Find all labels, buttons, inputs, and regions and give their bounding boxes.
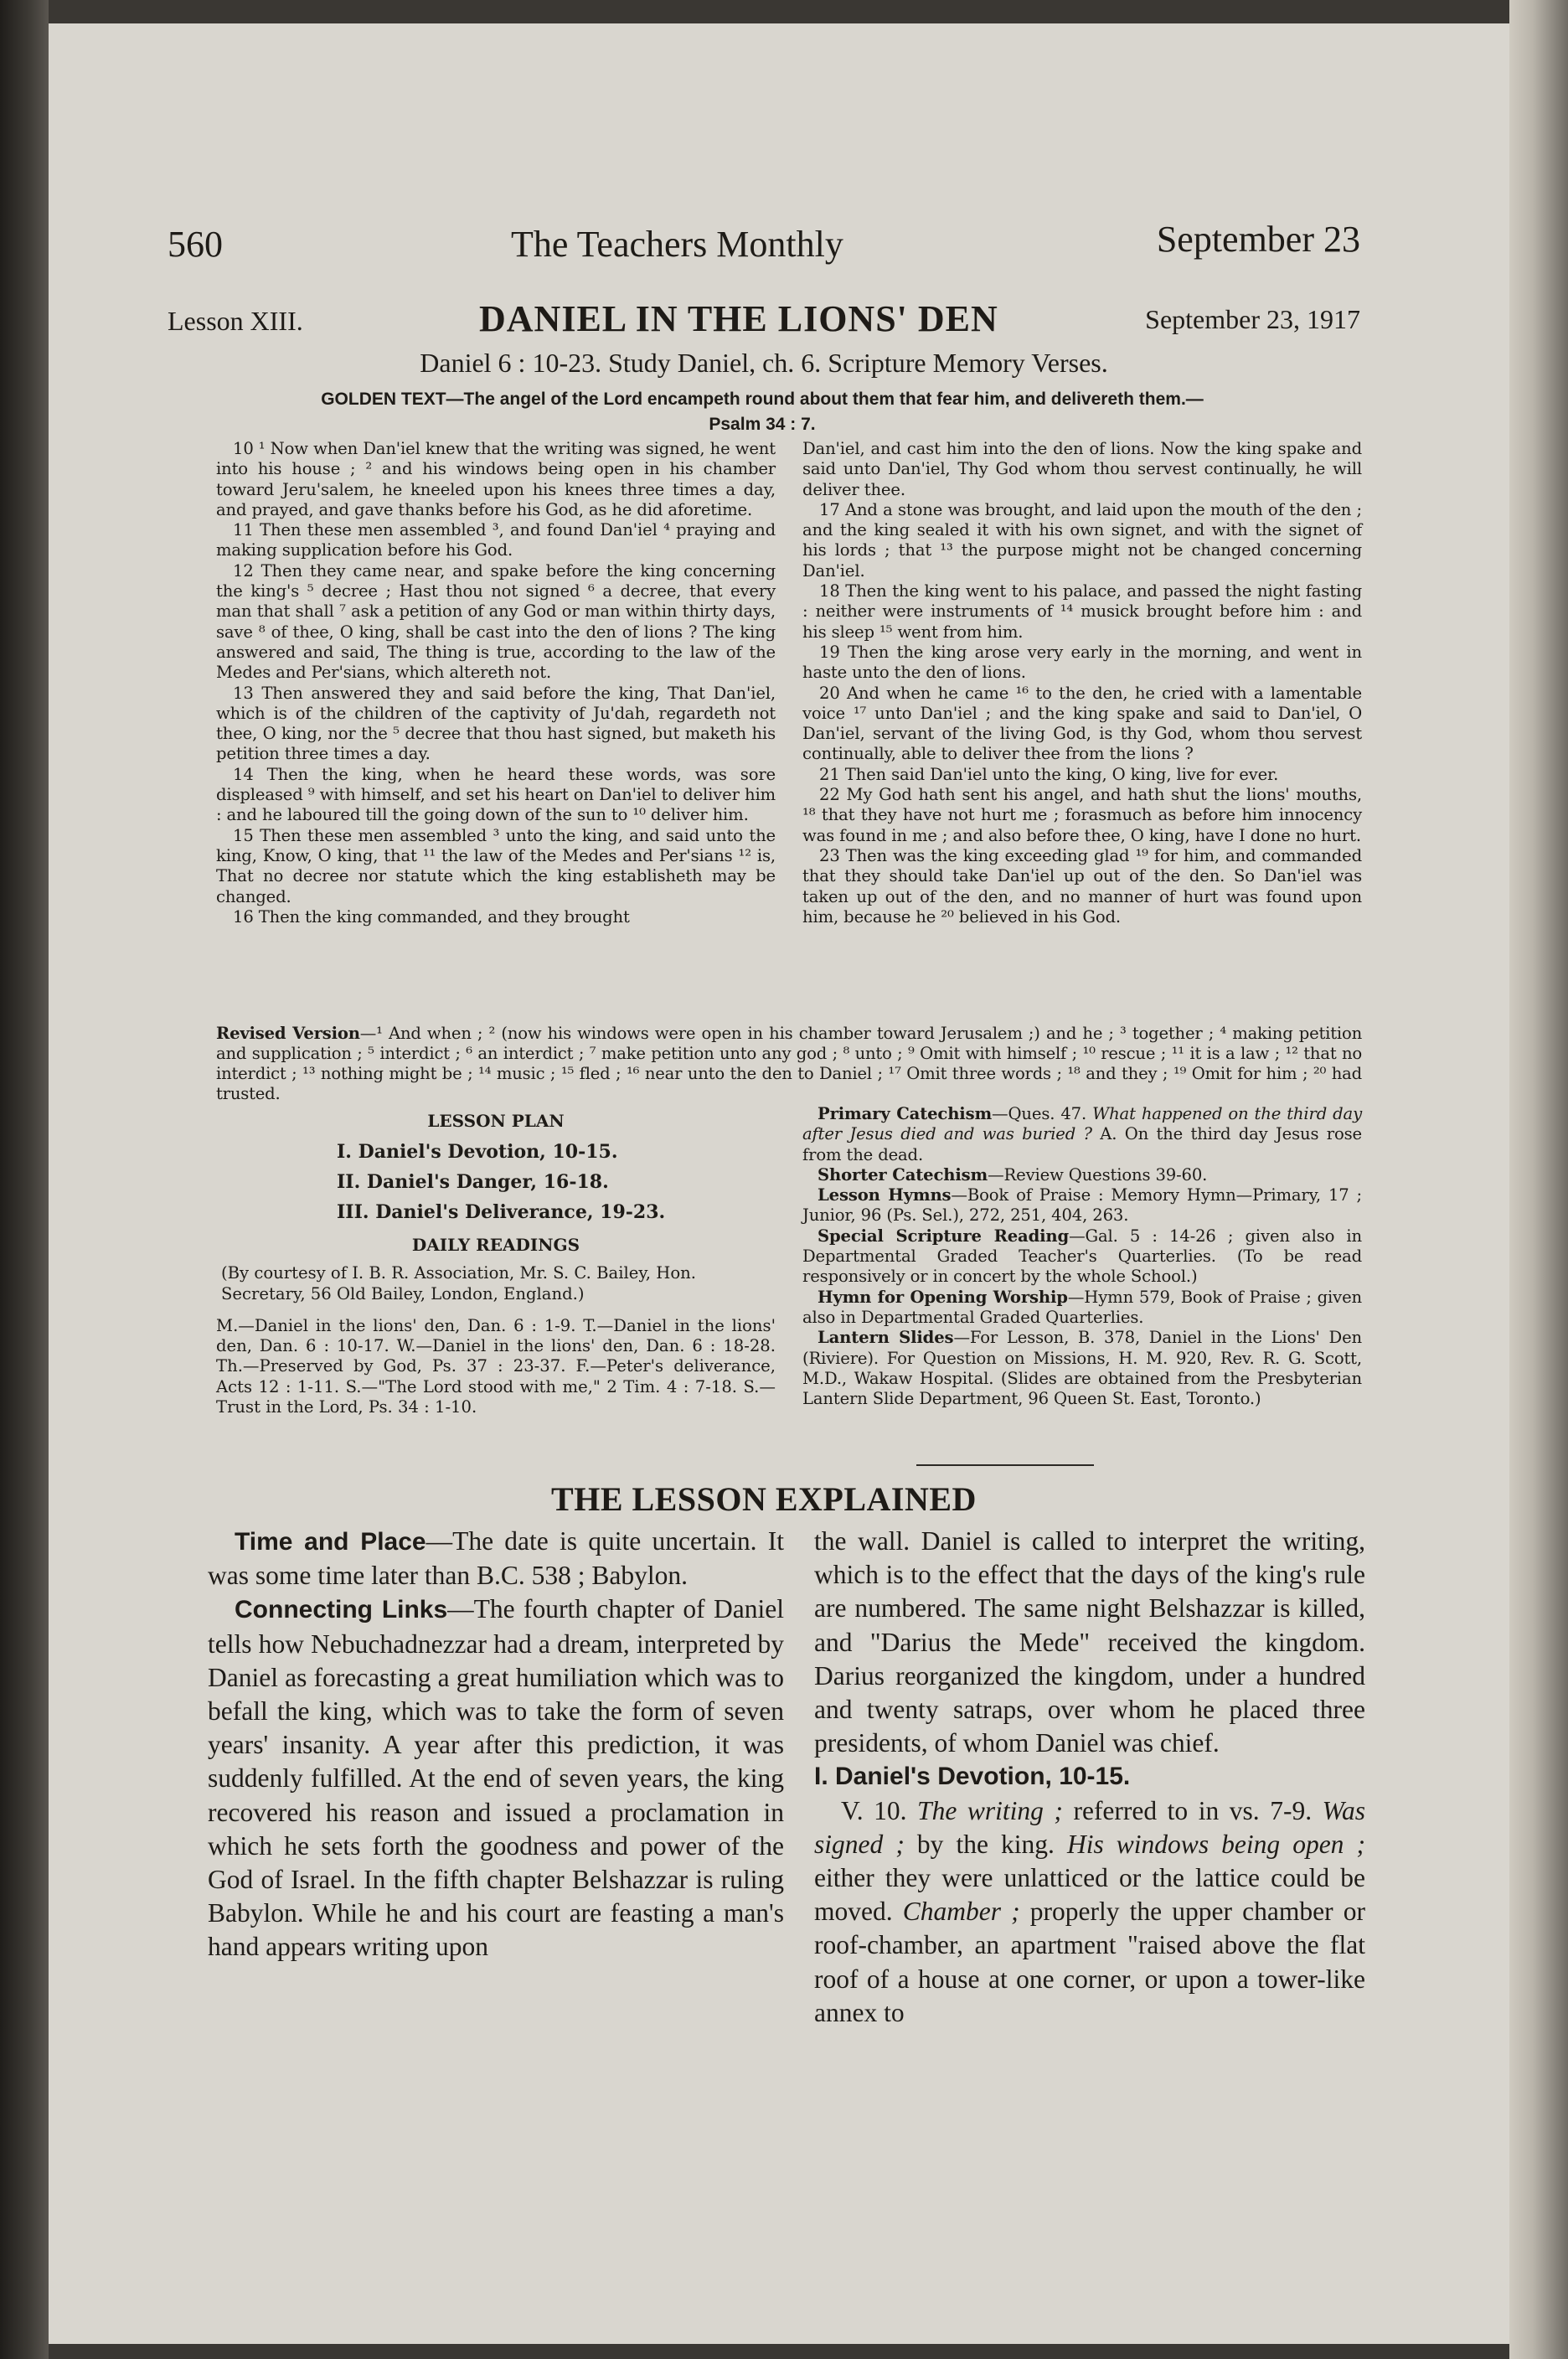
scripture-column-left bbox=[216, 439, 776, 927]
verse-paragraph: 23 Then was the king exceeding glad ¹⁹ for him, and commanded that they should take Dan'iel up out of the den. So Dan'iel was taken up out of the den, and no manner of hurt was found upon him, because he ²⁰ believed in his God. bbox=[802, 845, 1362, 927]
lesson-number: Lesson XIII. bbox=[168, 306, 303, 336]
time-and-place-text: —The date is quite uncertain. It was some time later than B.C. 538 ; Babylon. bbox=[208, 1526, 784, 1591]
special-reading-text: —Gal. 5 : 14-26 ; given also in Departmental Graded Teacher's Quarterlies. (To be read responsively or in concert by the whole School.) bbox=[802, 1226, 1363, 1287]
scripture-column-right bbox=[802, 439, 1362, 927]
verse-paragraph: 11 Then these men assembled ³, and found Dan'iel ⁴ praying and making supplication before his God. bbox=[216, 520, 776, 560]
verse-paragraph: 22 My God hath sent his angel, and hath shut the lions' mouths, ¹⁸ that they have not hurt me ; forasmuch as before him innocency was found in me ; and also before thee, O king, have I done no hurt. bbox=[802, 785, 1362, 845]
scripture-reference: Daniel 6 : 10-23. Study Daniel, ch. 6. Scripture Memory Verses. bbox=[420, 348, 1108, 378]
lesson-hymns-label: Lesson Hymns bbox=[818, 1185, 952, 1205]
explained-column-left bbox=[208, 1525, 784, 1964]
commentary-text: properly the upper chamber or roof-chamber, an apartment "raised above the flat roof of a house at one corner, or upon a tower-like annex to bbox=[814, 1897, 1365, 2027]
header-date: September 23 bbox=[1156, 219, 1360, 260]
explained-column-right bbox=[814, 1525, 1365, 2030]
verse-paragraph: 21 Then said Dan'iel unto the king, O king, live for ever. bbox=[819, 764, 1279, 784]
opening-worship-hymn bbox=[802, 1288, 1362, 1329]
primary-catechism-question: What happened on the third day after Jesus died and was buried ? bbox=[802, 1104, 1362, 1144]
verse-paragraph: Dan'iel, and cast him into the den of lions. Now the king spake and said unto Dan'iel, Thy God whom thou servest continually, he will deliver thee. bbox=[802, 439, 1362, 499]
commentary-term: Chamber ; bbox=[902, 1897, 1020, 1927]
commentary-term: The writing ; bbox=[917, 1795, 1063, 1825]
revised-version-text: —¹ And when ; ² (now his windows were open in his chamber toward Jerusalem ;) and he ; ³ together ; ⁴ making petition and supplication ; ⁵ interdict ; ⁶ an interdict ; ⁷ make petition unto any god ; ⁸ unto ; ⁹ Omit with himself ; ¹⁰ rescue ; ¹¹ it is a law ; ¹² that no interdict ; ¹³ nothing might be ; ¹⁴ music ; ¹⁵ fled ; ¹⁶ near unto the den to Daniel ; ¹⁷ Omit three words ; ¹⁸ and they ; ¹⁹ Omit for him ; ²⁰ had trusted. bbox=[216, 1024, 1362, 1103]
verse-paragraph: 18 Then the king went to his palace, and passed the night fasting : neither were instruments of ¹⁴ musick brought before him : and his sleep ¹⁵ went from him. bbox=[802, 581, 1362, 642]
lesson-plan-item: II. Daniel's Danger, 16-18. bbox=[337, 1171, 609, 1193]
verse-paragraph: 12 Then they came near, and spake before the king concerning the king's ⁵ decree ; Hast thou not signed ⁶ a decree, that every man that shall ⁷ ask a petition of any God or man within thirty days, save ⁸ of thee, O king, shall be cast into the den of lions ? The king answered and said, The thing is true, according to the law of the Medes and Per'sians, which altereth not. bbox=[216, 560, 776, 683]
verse-commentary bbox=[814, 1794, 1365, 2030]
commentary-term: Was signed ; bbox=[814, 1795, 1365, 1859]
golden-text-body: GOLDEN TEXT—The angel of the Lord encampeth round about them that fear him, and delivereth them.— bbox=[321, 390, 1204, 409]
shorter-catechism bbox=[802, 1165, 1362, 1185]
running-header bbox=[168, 198, 1360, 273]
verse-paragraph: 13 Then answered they and said before the king, That Dan'iel, which is of the children of the captivity of Ju'dah, regardeth not thee, O king, nor the ⁵ decree that thou hast signed, but maketh his petition three times a day. bbox=[216, 683, 776, 764]
verse-paragraph: 19 Then the king arose very early in the morning, and went in haste unto the den of lions. bbox=[802, 642, 1362, 683]
explained-paragraph: the wall. Daniel is called to interpret the writing, which is to the effect that the days of the king's rule are numbered. The same night Belshazzar is killed, and "Darius the Mede" received the kingdom. Darius reorganized the kingdom, under a hundred and twenty satraps, over whom he placed three presidents, of whom Daniel was chief. bbox=[814, 1526, 1365, 1758]
opening-hymn-text: —Hymn 579, Book of Praise ; given also in Departmental Graded Quarterlies. bbox=[802, 1287, 1362, 1327]
lesson-hymns-text: —Book of Praise : Memory Hymn—Primary, 17 ; Junior, 96 (Ps. Sel.), 272, 251, 404, 263. bbox=[802, 1185, 1362, 1226]
scan-binding-shadow bbox=[0, 0, 49, 2359]
verse-paragraph: 14 Then the king, when he heard these words, was sore displeased ⁹ with himself, and set his heart on Dan'iel to deliver him : and he laboured till the going down of the sun to ¹⁰ deliver him. bbox=[216, 764, 776, 825]
verse-paragraph: 15 Then these men assembled ³ unto the king, and said unto the king, Know, O king, that ¹¹ the law of the Medes and Per'sians ¹² is, That no decree nor statute which the king establisheth may be changed. bbox=[216, 825, 776, 906]
lesson-plan-item: I. Daniel's Devotion, 10-15. bbox=[337, 1141, 618, 1163]
lesson-plan bbox=[216, 1111, 776, 1231]
daily-readings-courtesy: (By courtesy of I. B. R. Association, Mr. S. C. Bailey, Hon. Secretary, 56 Old Bailey, London, England.) bbox=[221, 1263, 696, 1303]
commentary-text: referred to in vs. 7-9. bbox=[1062, 1795, 1323, 1825]
lantern-slides bbox=[802, 1328, 1362, 1409]
commentary-term: His windows being open ; bbox=[1066, 1829, 1365, 1859]
lesson-notes bbox=[802, 1104, 1362, 1409]
verse-paragraph: 16 Then the king commanded, and they brought bbox=[233, 906, 630, 927]
primary-catechism bbox=[802, 1104, 1362, 1165]
page-number: 560 bbox=[168, 224, 223, 265]
commentary-text: V. 10. bbox=[841, 1795, 918, 1825]
shorter-catechism-text: —Review Questions 39-60. bbox=[988, 1164, 1208, 1185]
lesson-plan-item: III. Daniel's Deliverance, 19-23. bbox=[337, 1201, 666, 1223]
verse-paragraph: 20 And when he came ¹⁶ to the den, he cried with a lamentable voice ¹⁷ unto Dan'iel ; and the king spake and said to Dan'iel, O Dan'iel, servant of the living God, is thy God, whom thou servest continually, able to deliver thee from the lions ? bbox=[802, 683, 1362, 764]
commentary-text: either they were unlatticed or the lattice could be moved. bbox=[814, 1863, 1365, 1927]
commentary-text: by the king. bbox=[904, 1829, 1067, 1859]
revised-version-label: Revised Version bbox=[216, 1024, 360, 1043]
daily-readings bbox=[216, 1235, 776, 1417]
daily-readings-list: M.—Daniel in the lions' den, Dan. 6 : 1-9. T.—Daniel in the lions' den, Dan. 6 : 10-17. W.—Daniel in the lions' den, Dan. 6 : 18-28. Th.—Preserved by God, Ps. 37 : 23-37. F.—Peter's deliverance, Acts 12 : 1-11. S.—"The Lord stood with me," 2 Tim. 4 : 7-18. S.—Trust in the Lord, Ps. 34 : 1-10. bbox=[216, 1315, 776, 1417]
golden-text bbox=[159, 387, 1365, 437]
lesson-hymns bbox=[802, 1185, 1362, 1226]
special-scripture-reading bbox=[802, 1226, 1362, 1288]
time-and-place-label: Time and Place bbox=[235, 1528, 426, 1556]
section-heading: I. Daniel's Devotion, 10-15. bbox=[814, 1763, 1131, 1791]
special-reading-label: Special Scripture Reading bbox=[818, 1226, 1070, 1246]
opening-hymn-label: Hymn for Opening Worship bbox=[818, 1287, 1068, 1307]
lesson-plan-title: LESSON PLAN bbox=[427, 1111, 565, 1131]
revised-version-notes bbox=[216, 1024, 1362, 1104]
connecting-links-label: Connecting Links bbox=[235, 1596, 448, 1624]
connecting-links bbox=[208, 1592, 784, 1964]
primary-catechism-label: Primary Catechism bbox=[818, 1104, 993, 1123]
lesson-title: DANIEL IN THE LIONS' DEN bbox=[479, 298, 998, 339]
verse-paragraph: 10 ¹ Now when Dan'iel knew that the writing was signed, he went into his house ; ² and his windows being open in his chamber toward Jeru'salem, he kneeled upon his knees three times a day, and prayed, and gave thanks before his God, as he did aforetime. bbox=[216, 439, 776, 519]
section-divider bbox=[916, 1464, 1094, 1466]
primary-catechism-question-no: —Ques. 47. bbox=[992, 1104, 1093, 1123]
journal-title: The Teachers Monthly bbox=[511, 224, 843, 265]
time-and-place bbox=[208, 1525, 784, 1592]
connecting-links-text: —The fourth chapter of Daniel tells how Nebuchadnezzar had a dream, interpreted by Daniel as forecasting a great humiliation which was to befall the king, which was to take the form of seven years' insanity. A year after this prediction, it was suddenly fulfilled. At the end of seven years, the king recovered his reason and issued a proclamation in which he sets forth the goodness and power of the God of Israel. In the fifth chapter Belshazzar is ruling Babylon. While he and his court are feasting a man's hand appears writing upon bbox=[208, 1594, 784, 1962]
daily-readings-title: DAILY READINGS bbox=[411, 1235, 580, 1255]
golden-text-reference: Psalm 34 : 7. bbox=[709, 415, 816, 434]
lesson-date: September 23, 1917 bbox=[1145, 304, 1360, 334]
verse-paragraph: 17 And a stone was brought, and laid upon the mouth of the den ; and the king sealed it with his own signet, and with the signet of his lords ; that ¹³ the purpose might not be changed concerning Dan'iel. bbox=[802, 499, 1362, 581]
lesson-heading bbox=[168, 297, 1360, 348]
lesson-explained-title: THE LESSON EXPLAINED bbox=[551, 1480, 977, 1518]
lantern-slides-label: Lantern Slides bbox=[818, 1328, 954, 1348]
shorter-catechism-label: Shorter Catechism bbox=[818, 1164, 988, 1185]
lantern-slides-text: —For Lesson, B. 378, Daniel in the Lions' Den (Riviere). For Question on Missions, H. M. 920, Rev. R. G. Scott, M.D., Wakaw Hospital. (Slides are obtained from the Presbyterian Lantern Slide Department, 96 Queen St. East, Toronto.) bbox=[802, 1328, 1362, 1409]
primary-catechism-answer: A. On the third day Jesus rose from the dead. bbox=[802, 1124, 1362, 1164]
scan-right-edge bbox=[1509, 0, 1568, 2359]
